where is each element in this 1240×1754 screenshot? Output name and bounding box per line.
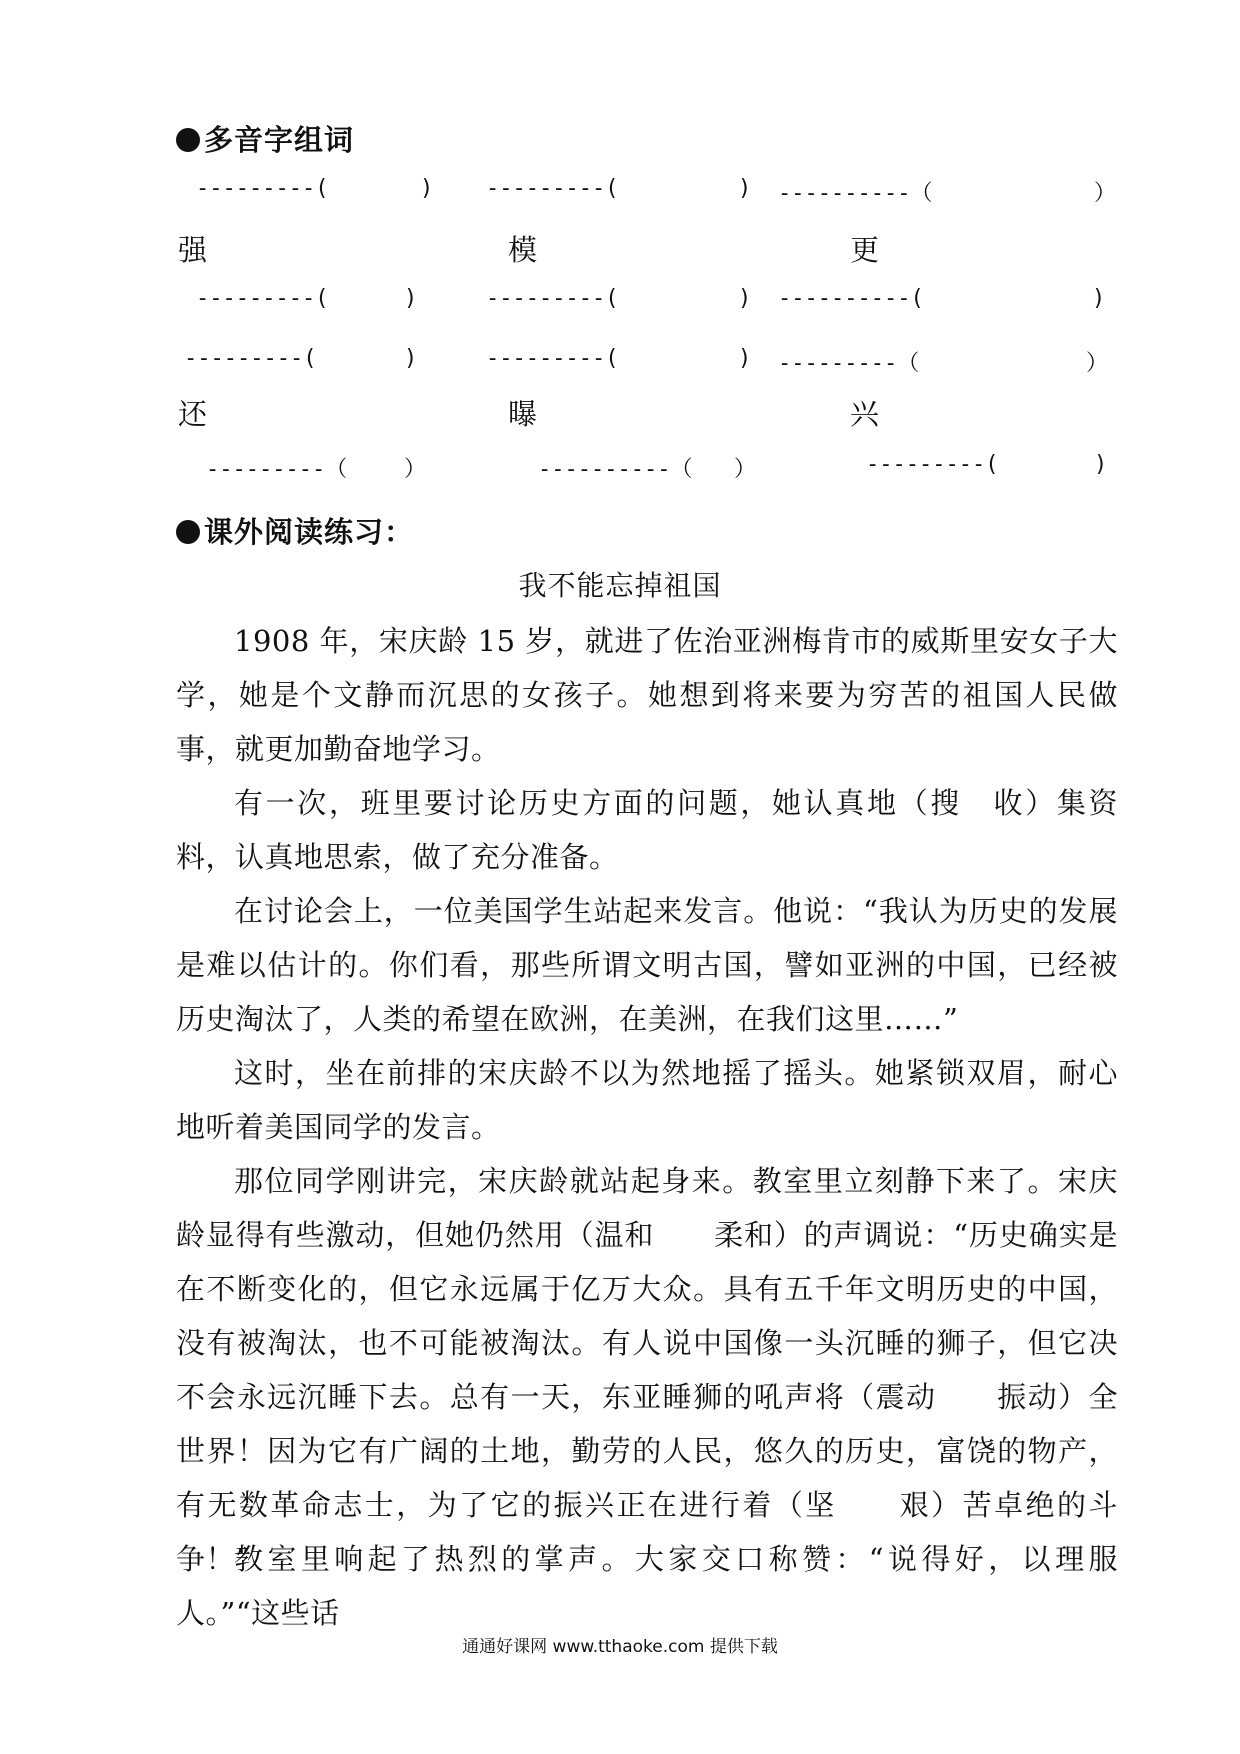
bullet-icon [176, 128, 200, 152]
story-title: 我不能忘掉祖国 [518, 569, 722, 602]
blank-dashes: ---------( [196, 286, 329, 311]
blank-dashes: ---------（ [206, 457, 348, 482]
section-heading-reading [176, 510, 414, 551]
section-title: 课外阅读练习： [204, 515, 415, 549]
blank-close-paren: ） [1086, 351, 1109, 376]
section-title: 多音字组词 [204, 123, 355, 157]
blank-close-paren: ） [1094, 181, 1117, 206]
blank-dashes: ----------（ [538, 457, 693, 482]
blank-dashes: ---------( [184, 346, 317, 371]
blank-close-paren: ) [738, 176, 752, 201]
story-paragraph: 1908 年，宋庆龄 15 岁，就进了佐治亚洲梅肯市的威斯里安女子大学，她是个文静而沉思的女孩子。她想到将来要为穷苦的祖国人民做事，就更加勤奋地学习。 [176, 624, 1118, 766]
blank-close-paren: ) [404, 286, 418, 311]
blank-dashes: ---------( [486, 346, 619, 371]
blank-dashes: ----------( [778, 286, 924, 311]
polyphonic-char: 兴 [850, 397, 880, 431]
blank-close-paren: ) [420, 176, 434, 201]
blank-close-paren: ） [404, 457, 427, 482]
blank-close-paren: ) [1094, 452, 1108, 477]
polyphonic-char: 还 [178, 397, 208, 431]
blank-dashes: ----------（ [778, 181, 933, 206]
blank-dashes: ---------( [866, 452, 999, 477]
blank-dashes: ---------( [486, 176, 619, 201]
story-paragraph: 那位同学刚讲完，宋庆龄就站起身来。教室里立刻静下来了。宋庆龄显得有些激动，但她仍然用（温和 柔和）的声调说：“历史确实是在不断变化的，但它永远属于亿万大众。具有五千年文明历史的中国，没有被淘汰，也不可能被淘汰。有人说中国像一头沉睡的狮子，但它决不会永远沉睡下去。总有一天，东亚睡狮的吼声将（震动 振动）全世界！因为它有广阔的土地，勤劳的人民，悠久的历史，富饶的物产，有无数革命志士，为了它的振兴正在进行着（坚 艰）苦卓绝的斗争！” [176, 1164, 1118, 1576]
polyphonic-char: 曝 [508, 397, 538, 431]
bullet-icon [176, 520, 200, 544]
blank-close-paren: ) [738, 346, 752, 371]
story-paragraph: 有一次，班里要讨论历史方面的问题，她认真地（搜 收）集资料，认真地思索，做了充分准备。 [176, 786, 1118, 874]
section-heading-polyphonic [176, 118, 354, 159]
blank-close-paren: ） [734, 457, 757, 482]
polyphonic-char: 模 [508, 233, 538, 267]
blank-dashes: ---------( [196, 176, 329, 201]
page-footer: 通通好课网 www.tthaoke.com 提供下载 [462, 1637, 778, 1657]
story-paragraph: 在讨论会上，一位美国学生站起来发言。他说：“我认为历史的发展是难以估计的。你们看，那些所谓文明古国，譬如亚洲的中国，已经被历史淘汰了，人类的希望在欧洲，在美洲，在我们这里……” [176, 894, 1118, 1036]
blank-dashes: ---------（ [778, 351, 920, 376]
blank-dashes: ---------( [486, 286, 619, 311]
polyphonic-char: 更 [850, 233, 880, 267]
story-paragraph: 教室里响起了热烈的掌声。大家交口称赞：“说得好，以理服人。”“这些话 [176, 1542, 1118, 1630]
blank-close-paren: ) [1092, 286, 1106, 311]
story-paragraph: 这时，坐在前排的宋庆龄不以为然地摇了摇头。她紧锁双眉，耐心地听着美国同学的发言。 [176, 1056, 1118, 1144]
polyphonic-char: 强 [178, 233, 208, 267]
blank-close-paren: ) [738, 286, 752, 311]
blank-close-paren: ) [404, 346, 418, 371]
